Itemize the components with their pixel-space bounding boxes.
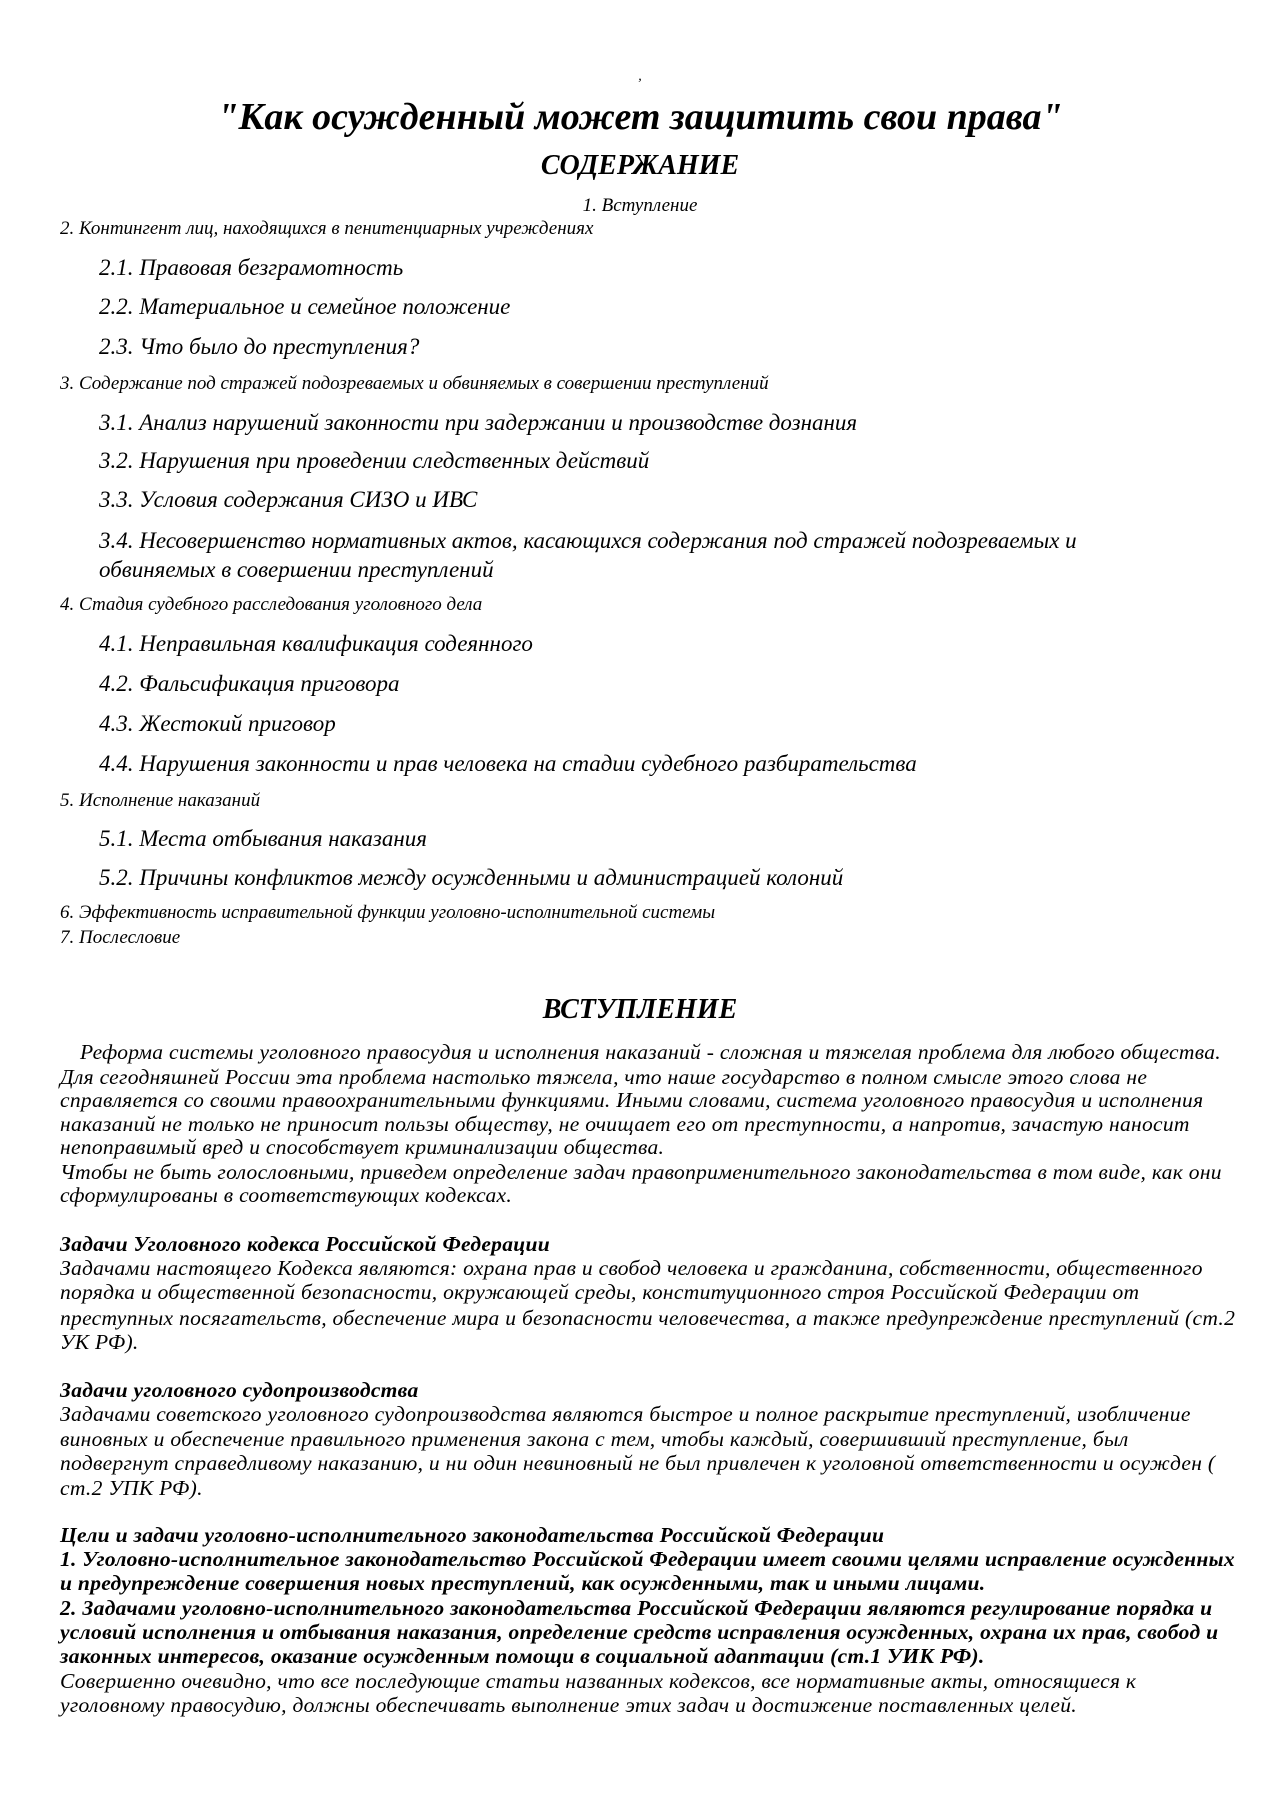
toc-item[interactable]: 6. Эффективность исправительной функции уголовно-исполнительной системы (60, 902, 716, 923)
section-heading: Цели и задачи уголовно-исполнительного законодательства Российской Федерации (60, 1523, 885, 1547)
toc-item[interactable]: 3. Содержание под стражей подозреваемых и обвиняемых в совершении преступлений (60, 373, 769, 394)
section-heading: Задачи Уголовного кодекса Российской Федерации (60, 1232, 551, 1256)
toc-subitem[interactable]: 4.2. Фальсификация приговора (99, 671, 400, 696)
toc-subitem[interactable]: 4.3. Жестокий приговор (99, 711, 336, 736)
text-line: Реформа системы уголовного правосудия и исполнения наказаний - сложная и тяжелая проблема для любого общества. (80, 1040, 1221, 1064)
text-line: преступных посягательств, обеспечение мира и безопасности человечества, а также предупреждение преступлений (ст.2 (60, 1306, 1236, 1330)
toc-item[interactable]: 5. Исполнение наказаний (60, 790, 261, 811)
text-line: законных интересов, оказание осужденным помощи в социальной адаптации (ст.1 УИК РФ). (60, 1644, 985, 1668)
text-line: условий исполнения и отбывания наказания, определение средств исправления осужденных, охрана их прав, свобод и (60, 1620, 1219, 1644)
text-line: сформулированы в соответствующих кодексах. (60, 1183, 513, 1207)
text-line: уголовному правосудию, должны обеспечивать выполнение этих задач и достижение поставленных целей. (60, 1693, 1077, 1717)
text-line: Чтобы не быть голословными, приведем определение задач правоприменительного законодательства в том виде, как они (60, 1160, 1222, 1184)
toc-item[interactable]: 4. Стадия судебного расследования уголовного дела (60, 594, 483, 615)
text-line: непоправимый вред и способствует криминализации общества. (60, 1135, 665, 1159)
toc-subitem[interactable]: 2.1. Правовая безграмотность (99, 255, 404, 280)
toc-item[interactable]: 7. Послесловие (60, 927, 181, 948)
toc-subitem[interactable]: 5.1. Места отбывания наказания (99, 826, 427, 851)
text-line: 2. Задачами уголовно-исполнительного законодательства Российской Федерации являются регулирование порядка и (60, 1596, 1213, 1620)
toc-subitem[interactable]: 3.4. Несовершенство нормативных актов, касающихся содержания под стражей подозреваемых и (99, 528, 1077, 553)
text-line: Задачами настоящего Кодекса являются: охрана прав и свобод человека и гражданина, собственности, общественного (60, 1256, 1203, 1280)
toc-subitem[interactable]: 2.2. Материальное и семейное положение (99, 294, 511, 319)
text-line: и предупреждение совершения новых преступлений, как осужденными, так и иными лицами. (60, 1571, 986, 1595)
toc-item[interactable]: 2. Контингент лиц, находящихся в пенитенциарных учреждениях (60, 218, 594, 239)
toc-subitem[interactable]: 4.1. Неправильная квалификация содеянного (99, 631, 533, 656)
toc-subitem[interactable]: 3.2. Нарушения при проведении следственных действий (99, 448, 650, 473)
toc-item[interactable]: 1. Вступление (582, 195, 698, 216)
toc-subitem[interactable]: 3.1. Анализ нарушений законности при задержании и производстве дознания (99, 410, 858, 435)
text-line: наказаний не только не приносит пользы обществу, не очищает его от преступности, а напротив, зачастую наносит (60, 1112, 1190, 1136)
text-line: виновных и обеспечение правильного применения закона с тем, чтобы каждый, совершивший преступление, был (60, 1427, 1129, 1451)
intro-heading: ВСТУПЛЕНИЕ (542, 994, 738, 1025)
section-heading: Задачи уголовного судопроизводства (60, 1378, 419, 1402)
text-line: справляется со своими правоохранительными функциями. Иными словами, система уголовного правосудия и исполнения (60, 1088, 1204, 1112)
text-line: УК РФ). (60, 1330, 139, 1354)
toc-subitem[interactable]: 4.4. Нарушения законности и прав человека на стадии судебного разбирательства (99, 751, 917, 776)
text-line: ст.2 УПК РФ). (60, 1476, 203, 1500)
text-line: Совершенно очевидно, что все последующие статьи названных кодексов, все нормативные акты, относящиеся к (60, 1669, 1137, 1693)
toc-subitem[interactable]: 3.3. Условия содержания СИЗО и ИВС (99, 487, 478, 512)
toc-subitem[interactable]: 5.2. Причины конфликтов между осужденными и администрацией колоний (99, 865, 844, 890)
text-line: 1. Уголовно-исполнительное законодательство Российской Федерации имеет своими целями исправление осужденных (60, 1547, 1235, 1571)
stray-mark: , (638, 69, 642, 84)
toc-heading: СОДЕРЖАНИЕ (540, 150, 740, 181)
text-line: Для сегодняшней России эта проблема настолько тяжела, что наше государство в полном смысле этого слова не (60, 1065, 1148, 1089)
text-line: Задачами советского уголовного судопроизводства являются быстрое и полное раскрытие преступлений, изобличение (60, 1402, 1191, 1426)
toc-subitem[interactable]: 2.3. Что было до преступления? (99, 334, 420, 359)
text-line: подвергнут справедливому наказанию, и ни один невиновный не был привлечен к уголовной ответственности и осужден ( (60, 1451, 1216, 1475)
toc-subitem-continued[interactable]: обвиняемых в совершении преступлений (99, 557, 494, 582)
text-line: порядка и общественной безопасности, окружающей среды, конституционного строя Российской Федерации от (60, 1280, 1140, 1304)
page-title: "Как осужденный может защитить свои права" (217, 96, 1063, 138)
